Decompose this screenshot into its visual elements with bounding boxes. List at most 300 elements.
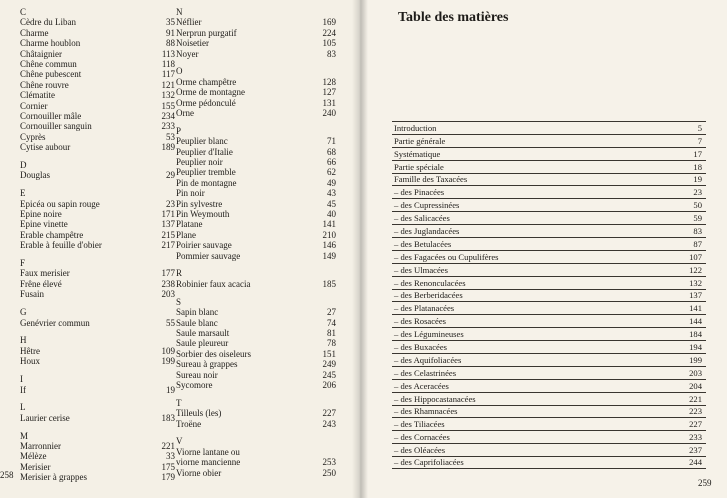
index-entry	[176, 209, 336, 219]
index-entry-name: Noyer	[176, 48, 199, 59]
toc-entry-page: 237	[689, 445, 702, 456]
index-entry-page: 68	[327, 146, 336, 157]
index-entry-page: 249	[322, 359, 336, 370]
toc-entry	[392, 301, 706, 314]
toc-entry	[392, 121, 706, 134]
index-entry	[176, 38, 336, 48]
index-entry-name: Orme pédonculé	[176, 97, 236, 108]
index-entry-page: 117	[161, 69, 175, 80]
index-entry-name: Genévrier commun	[20, 317, 90, 328]
index-entry-name: Laurier cerise	[20, 412, 70, 423]
index-entry-page: 88	[166, 38, 175, 49]
index-entry	[20, 230, 175, 240]
index-entry-page: 245	[322, 369, 336, 380]
index-entry-name: Orne	[176, 108, 194, 119]
index-letter-heading: D	[20, 159, 27, 170]
index-entry-page: 227	[322, 408, 336, 419]
toc-entry-page: 107	[689, 251, 702, 262]
index-entry-name: Robinier faux acacia	[176, 278, 251, 289]
toc-entry-page: 132	[689, 277, 702, 288]
toc-entry-label: – des Betulacées	[394, 238, 452, 249]
index-entry	[20, 49, 175, 59]
toc-entry-label: – des Celastrinées	[394, 367, 457, 378]
index-entry	[176, 240, 336, 250]
index-entry	[20, 279, 175, 289]
toc-entry-page: 59	[693, 213, 702, 224]
index-entry-name: Pin noir	[176, 188, 205, 199]
toc-entry-label: – des Caprifoliacées	[394, 457, 464, 468]
index-letter-heading: V	[176, 436, 183, 447]
index-entry-page: 53	[166, 131, 175, 142]
index-entry-page: 175	[161, 461, 175, 472]
index-entry-name: Cytise aubour	[20, 142, 71, 153]
toc-entry-page: 19	[693, 174, 702, 185]
index-entry-page: 35	[166, 17, 175, 28]
index-entry-page: 81	[327, 327, 336, 338]
toc-entry	[392, 289, 706, 302]
index-entry-name: Hêtre	[20, 345, 40, 356]
index-entry-name: Cornier	[20, 100, 48, 111]
index-entry-name: Sureau noir	[176, 369, 218, 380]
index-entry-page: 203	[161, 289, 175, 300]
index-entry-page: 55	[166, 317, 175, 328]
index-letter-heading: N	[176, 7, 183, 17]
index-letter-heading: P	[176, 125, 182, 136]
index-entry-page: 105	[322, 38, 336, 49]
index-entry-name: Nerprun purgatif	[176, 27, 237, 38]
index-entry-page: 113	[161, 48, 175, 59]
toc-entry-page: 223	[689, 406, 702, 417]
index-letter-heading: M	[20, 430, 29, 441]
toc-entry-page: 244	[689, 457, 702, 468]
index-entry	[176, 408, 336, 418]
index-entry-page: 240	[322, 108, 336, 119]
index-entry-name: Epicéa ou sapin rouge	[20, 198, 100, 209]
index-letter-group	[176, 7, 336, 59]
index-entry-page: 210	[322, 229, 336, 240]
index-entry-page: 49	[327, 177, 336, 188]
toc-entry-label: – des Renonculacées	[394, 277, 466, 288]
index-entry-name: Plane	[176, 229, 196, 240]
toc-entry-label: – des Oléacées	[394, 445, 446, 456]
index-entry	[176, 349, 336, 359]
index-entry-name: Cornouiller sanguin	[20, 121, 92, 132]
index-letter-heading: E	[20, 188, 26, 199]
index-entry	[176, 318, 336, 328]
index-entry	[20, 17, 175, 27]
index-entry-page: 243	[322, 418, 336, 429]
index-entry-name: Troëne	[176, 418, 202, 429]
toc-entry-label: – des Buxacées	[394, 342, 447, 353]
index-entry-name: viorne mancienne	[176, 457, 241, 468]
index-entry-name: Erable à feuille d'obier	[20, 240, 102, 251]
index-entry-name: Saule pleureur	[176, 338, 229, 349]
index-entry-name: Cèdre du Liban	[20, 17, 76, 28]
index-entry-name: Chêne commun	[20, 58, 77, 69]
index-entry-page: 45	[327, 198, 336, 209]
toc-entry-label: – des Rhamnacées	[394, 406, 458, 417]
index-letter-group	[20, 307, 175, 328]
page-title: Table des matières	[398, 10, 509, 25]
index-entry-page: 40	[327, 209, 336, 220]
toc-entry-label: – des Platanacées	[394, 303, 455, 314]
toc-entry-page: 227	[689, 419, 702, 430]
index-entry-name: Viorne obier	[176, 467, 222, 478]
index-entry	[176, 468, 336, 478]
index-entry-name: Houx	[20, 356, 40, 367]
toc-entry	[392, 314, 706, 327]
index-entry	[20, 80, 175, 90]
index-entry-page: 83	[327, 48, 336, 59]
index-entry-page: 127	[322, 87, 336, 98]
index-letter-heading: S	[176, 296, 182, 307]
index-letter-heading: C	[20, 7, 27, 17]
index-entry	[20, 209, 175, 219]
table-of-contents	[392, 121, 706, 469]
toc-entry-page: 194	[689, 342, 702, 353]
index-entry-page: 19	[166, 384, 175, 395]
index-letter-heading: G	[20, 307, 27, 318]
toc-entry-page: 87	[693, 238, 702, 249]
index-entry	[176, 98, 336, 108]
toc-entry	[392, 340, 706, 353]
index-entry-name: Clématite	[20, 90, 55, 101]
toc-entry-page: 184	[689, 329, 702, 340]
index-entry-page: 234	[161, 110, 175, 121]
index-letter-group	[176, 66, 336, 118]
index-entry-page: 121	[161, 79, 175, 90]
index-entry	[20, 240, 175, 250]
index-entry	[176, 136, 336, 146]
index-entry	[20, 101, 175, 111]
index-letter-group	[20, 335, 175, 366]
toc-entry-page: 144	[689, 316, 702, 327]
index-entry-page: 169	[322, 17, 336, 28]
toc-entry	[392, 276, 706, 289]
index-letter-heading: O	[176, 66, 183, 77]
index-letter-group	[20, 188, 175, 250]
index-column-1	[20, 7, 175, 490]
index-entry-name: Sureau à grappes	[176, 359, 238, 370]
toc-entry-page: 203	[689, 367, 702, 378]
toc-entry-label: Introduction	[394, 122, 437, 133]
index-page	[0, 0, 360, 498]
index-entry	[176, 219, 336, 229]
index-entry-name: Pommier sauvage	[176, 250, 241, 261]
toc-entry-page: 199	[689, 354, 702, 365]
index-entry	[176, 188, 336, 198]
index-entry-name: Sorbier des oiseleurs	[176, 348, 251, 359]
toc-entry-label: – des Cornacées	[394, 432, 450, 443]
toc-entry-label: – des Berberidacées	[394, 290, 463, 301]
toc-entry	[392, 405, 706, 418]
index-entry-name: Douglas	[20, 170, 50, 181]
index-entry	[20, 142, 175, 152]
index-entry	[20, 472, 175, 482]
index-entry-name: Merisier	[20, 461, 51, 472]
index-letter-group	[176, 126, 336, 261]
index-entry-page: 29	[166, 170, 175, 181]
toc-entry	[392, 250, 706, 263]
index-column-2	[176, 7, 336, 486]
index-entry	[176, 370, 336, 380]
index-entry	[20, 318, 175, 328]
index-entry-name: Mélèze	[20, 451, 47, 462]
index-entry-name: Peuplier d'Italie	[176, 146, 233, 157]
index-entry-name: Orme champêtre	[176, 76, 237, 87]
index-entry	[20, 385, 175, 395]
index-letter-group	[176, 297, 336, 391]
toc-entry-label: – des Tiliacées	[394, 419, 445, 430]
toc-entry-page: 17	[693, 148, 702, 159]
index-entry-page: 91	[166, 27, 175, 38]
index-entry-page: 62	[327, 167, 336, 178]
toc-entry-page: 141	[689, 303, 702, 314]
toc-entry-label: – des Hippocastanacées	[394, 393, 476, 404]
toc-entry-label: Partie générale	[394, 135, 446, 146]
index-entry	[20, 441, 175, 451]
index-entry-page: 78	[327, 338, 336, 349]
index-entry-page: 221	[161, 441, 175, 452]
index-entry	[176, 199, 336, 209]
index-entry	[176, 17, 336, 27]
toc-entry-page: 50	[693, 200, 702, 211]
toc-entry-page: 204	[689, 380, 702, 391]
toc-entry-page: 83	[693, 226, 702, 237]
index-entry-name: Cornouiller mâle	[20, 110, 82, 121]
index-entry	[20, 111, 175, 121]
index-entry-page: 215	[161, 229, 175, 240]
toc-entry-label: – des Pinacées	[394, 187, 445, 198]
toc-entry-page: 233	[689, 432, 702, 443]
index-entry-page: 74	[327, 317, 336, 328]
index-entry-page: 177	[161, 268, 175, 279]
toc-entry	[392, 134, 706, 147]
index-entry	[176, 419, 336, 429]
index-entry-page: 233	[161, 121, 175, 132]
index-entry-page: 199	[161, 356, 175, 367]
index-entry-page: 27	[327, 307, 336, 318]
index-entry-name: Cyprès	[20, 131, 46, 142]
index-entry-name: Epine noire	[20, 209, 62, 220]
toc-entry-label: – des Ulmacées	[394, 264, 448, 275]
index-letter-group	[20, 7, 175, 152]
index-entry-page: 132	[161, 90, 175, 101]
index-entry-page: 128	[322, 76, 336, 87]
toc-entry	[392, 211, 706, 224]
index-entry	[176, 157, 336, 167]
page-number-left: 258	[0, 470, 14, 480]
index-entry	[176, 87, 336, 97]
index-entry	[20, 462, 175, 472]
toc-entry-page: 122	[689, 264, 702, 275]
index-entry-page: 141	[322, 219, 336, 230]
index-entry-name: Platane	[176, 219, 203, 230]
index-entry-page: 217	[161, 240, 175, 251]
index-entry-page: 155	[161, 100, 175, 111]
index-entry	[20, 38, 175, 48]
index-entry	[176, 457, 336, 467]
index-entry-page: 71	[327, 136, 336, 147]
index-entry-page: 66	[327, 157, 336, 168]
index-entry	[20, 121, 175, 131]
toc-entry	[392, 443, 706, 456]
toc-entry-label: – des Juglandacées	[394, 226, 460, 237]
toc-entry-label: – des Salicacées	[394, 213, 450, 224]
toc-entry	[392, 327, 706, 340]
index-entry-page: 151	[322, 348, 336, 359]
index-entry-name: If	[20, 384, 26, 395]
toc-entry	[392, 147, 706, 160]
index-letter-group	[20, 258, 175, 300]
index-entry-name: Peuplier noir	[176, 157, 223, 168]
index-entry	[20, 346, 175, 356]
index-letter-group	[20, 431, 175, 483]
index-entry-name: Tilleuls (les)	[176, 408, 222, 419]
index-entry	[20, 199, 175, 209]
index-entry-name: Noisetier	[176, 38, 209, 49]
index-entry	[176, 307, 336, 317]
index-entry	[176, 178, 336, 188]
index-entry-page: 118	[161, 58, 175, 69]
index-entry	[20, 132, 175, 142]
index-entry-name: Pin sylvestre	[176, 198, 223, 209]
index-letter-group	[176, 398, 336, 429]
index-entry-name: Néflier	[176, 17, 202, 28]
index-entry-name: Faux merisier	[20, 268, 70, 279]
toc-entry-label: Partie spéciale	[394, 161, 444, 172]
index-entry-page: 185	[322, 278, 336, 289]
index-entry	[176, 279, 336, 289]
index-entry-page: 109	[161, 345, 175, 356]
toc-entry	[392, 353, 706, 366]
index-entry	[20, 451, 175, 461]
index-entry-page: 149	[322, 250, 336, 261]
toc-entry	[392, 198, 706, 211]
index-entry-page: 224	[322, 27, 336, 38]
index-letter-group	[20, 374, 175, 395]
index-entry-page: 179	[161, 472, 175, 483]
toc-entry-page: 221	[689, 393, 702, 404]
index-entry	[176, 108, 336, 118]
index-entry-page: 137	[161, 219, 175, 230]
toc-entry	[392, 185, 706, 198]
index-entry	[20, 413, 175, 423]
toc-entry-label: – des Cupressinées	[394, 200, 460, 211]
index-entry-name: Frêne élevé	[20, 278, 62, 289]
index-entry	[20, 268, 175, 278]
index-letter-group	[20, 402, 175, 423]
index-entry-name: Châtaignier	[20, 48, 62, 59]
toc-entry-label: Systématique	[394, 148, 441, 159]
toc-entry-page: 137	[689, 290, 702, 301]
index-entry-name: Epine vinette	[20, 219, 68, 230]
index-entry-name: Poirier sauvage	[176, 240, 232, 251]
index-entry-page: 183	[161, 412, 175, 423]
index-entry	[20, 219, 175, 229]
index-letter-heading: T	[176, 397, 182, 408]
index-entry-name: Charme houblon	[20, 38, 81, 49]
index-entry-name: Chêne pubescent	[20, 69, 82, 80]
index-letter-group	[176, 268, 336, 289]
page-number-right: 259	[698, 478, 712, 488]
index-letter-heading: I	[20, 374, 23, 385]
index-entry	[20, 28, 175, 38]
index-entry-page: 43	[327, 188, 336, 199]
index-entry-page: 131	[322, 97, 336, 108]
index-entry	[176, 147, 336, 157]
index-entry-name: Merisier à grappes	[20, 472, 87, 483]
index-entry	[20, 289, 175, 299]
toc-entry-page: 23	[693, 187, 702, 198]
index-entry-name: Peuplier blanc	[176, 136, 228, 147]
index-entry	[176, 359, 336, 369]
index-letter-group	[176, 436, 336, 478]
index-entry	[20, 69, 175, 79]
index-letter-heading: H	[20, 335, 27, 346]
index-entry-page: 250	[322, 467, 336, 478]
toc-entry	[392, 173, 706, 186]
index-entry-name: Pin de montagne	[176, 177, 237, 188]
toc-entry-label: – des Légumineuses	[394, 329, 464, 340]
index-entry-page: 146	[322, 240, 336, 251]
index-entry	[176, 251, 336, 261]
index-entry-name: Viorne lantane ou	[176, 446, 240, 457]
index-entry-name: Charme	[20, 27, 49, 38]
index-entry	[20, 356, 175, 366]
index-entry	[176, 447, 336, 457]
toc-entry-page: 18	[693, 161, 702, 172]
toc-entry-label: Famille des Taxacées	[394, 174, 468, 185]
index-entry-name: Erable champêtre	[20, 229, 84, 240]
index-entry	[176, 230, 336, 240]
index-entry-name: Marronnier	[20, 441, 61, 452]
index-entry-page: 238	[161, 278, 175, 289]
index-entry	[176, 338, 336, 348]
toc-entry	[392, 160, 706, 173]
index-entry-name: Sapin blanc	[176, 307, 219, 318]
index-entry-page: 23	[166, 198, 175, 209]
index-entry	[176, 28, 336, 38]
index-entry	[176, 167, 336, 177]
index-entry-name: Peuplier tremble	[176, 167, 236, 178]
index-entry-name: Fusain	[20, 289, 45, 300]
index-entry-name: Saule blanc	[176, 317, 218, 328]
toc-entry	[392, 263, 706, 276]
index-entry-page: 206	[322, 379, 336, 390]
index-entry-name: Orme de montagne	[176, 87, 245, 98]
index-entry-name: Pin Weymouth	[176, 209, 230, 220]
index-entry-name: Saule marsault	[176, 327, 230, 338]
index-entry	[176, 49, 336, 59]
toc-entry-label: – des Rosacées	[394, 316, 447, 327]
index-entry	[176, 77, 336, 87]
index-entry-name: Chêne rouvre	[20, 79, 69, 90]
index-letter-group	[20, 160, 175, 181]
index-entry-page: 189	[161, 142, 175, 153]
toc-entry-page: 5	[697, 122, 702, 133]
index-entry-page: 171	[161, 209, 175, 220]
index-entry-name: Sycomore	[176, 379, 213, 390]
toc-entry	[392, 224, 706, 237]
index-entry	[20, 59, 175, 69]
toc-entry	[392, 237, 706, 250]
toc-entry-label: – des Aquifoliacées	[394, 354, 462, 365]
toc-entry	[392, 430, 706, 443]
toc-entry-page: 7	[697, 135, 702, 146]
toc-entry-label: – des Fagacées ou Cupulifères	[394, 251, 499, 262]
contents-page	[360, 0, 727, 498]
